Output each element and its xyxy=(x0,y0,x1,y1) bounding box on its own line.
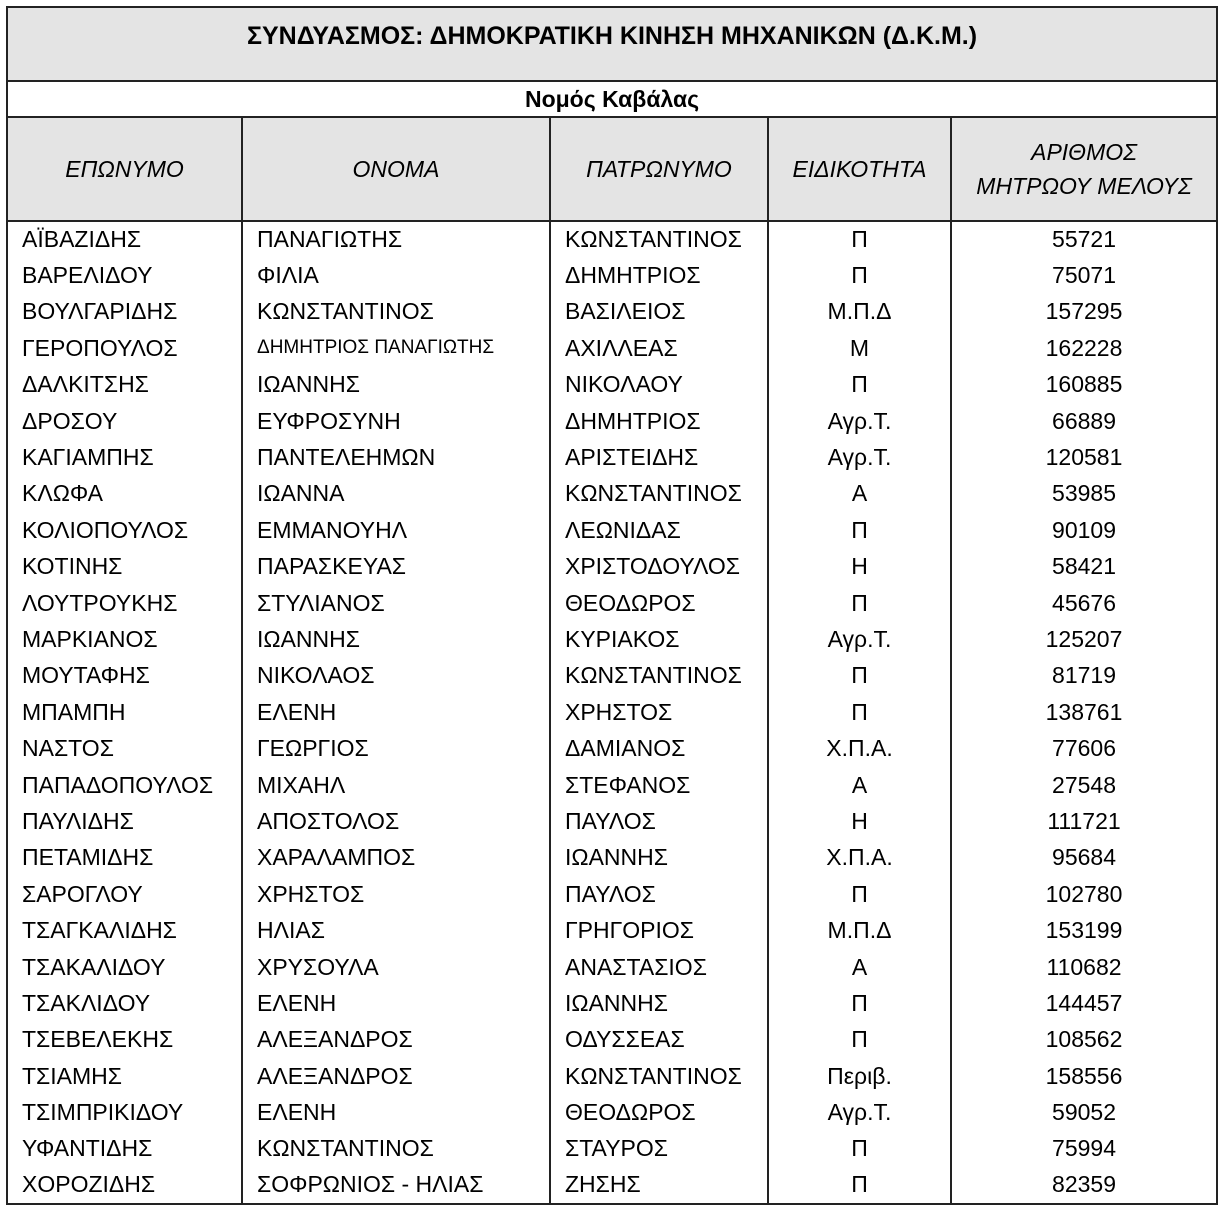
cell-father: ΟΔΥΣΣΕΑΣ xyxy=(550,1022,768,1058)
cell-name: ΑΛΕΞΑΝΔΡΟΣ xyxy=(242,1058,550,1094)
cell-name: ΑΠΟΣΤΟΛΟΣ xyxy=(242,803,550,839)
cell-surname: ΥΦΑΝΤΙΔΗΣ xyxy=(7,1131,242,1167)
cell-member-no: 144457 xyxy=(951,985,1217,1021)
cell-surname: ΒΟΥΛΓΑΡΙΔΗΣ xyxy=(7,294,242,330)
cell-father: ΙΩΑΝΝΗΣ xyxy=(550,985,768,1021)
cell-specialty: Π xyxy=(768,1131,951,1167)
cell-surname: ΚΛΩΦΑ xyxy=(7,476,242,512)
cell-surname: ΜΟΥΤΑΦΗΣ xyxy=(7,658,242,694)
cell-specialty: Α xyxy=(768,949,951,985)
table-row xyxy=(7,512,1217,548)
cell-specialty: Χ.Π.Α. xyxy=(768,730,951,766)
cell-name: ΧΑΡΑΛΑΜΠΟΣ xyxy=(242,840,550,876)
table-body xyxy=(7,221,1217,1204)
cell-specialty: Π xyxy=(768,367,951,403)
cell-member-no: 45676 xyxy=(951,585,1217,621)
cell-surname: ΤΣΙΜΠΡΙΚΙΔΟΥ xyxy=(7,1094,242,1130)
cell-member-no: 66889 xyxy=(951,403,1217,439)
header-member-no-line1: ΑΡΙΘΜΟΣ xyxy=(1031,139,1137,165)
table-row xyxy=(7,549,1217,585)
table-row xyxy=(7,1167,1217,1203)
cell-name: ΠΑΝΑΓΙΩΤΗΣ xyxy=(242,221,550,257)
cell-name: ΔΗΜΗΤΡΙΟΣ ΠΑΝΑΓΙΩΤΗΣ xyxy=(242,330,550,366)
cell-member-no: 75994 xyxy=(951,1131,1217,1167)
cell-member-no: 77606 xyxy=(951,730,1217,766)
cell-specialty: Αγρ.Τ. xyxy=(768,439,951,475)
header-member-no-line2: ΜΗΤΡΩΟΥ ΜΕΛΟΥΣ xyxy=(976,173,1192,199)
cell-father: ΘΕΟΔΩΡΟΣ xyxy=(550,1094,768,1130)
table-row xyxy=(7,876,1217,912)
region-title: Νομός Καβάλας xyxy=(7,81,1217,117)
cell-specialty: Π xyxy=(768,1022,951,1058)
cell-surname: ΒΑΡΕΛΙΔΟΥ xyxy=(7,257,242,293)
cell-surname: ΤΣΙΑΜΗΣ xyxy=(7,1058,242,1094)
cell-specialty: Αγρ.Τ. xyxy=(768,1094,951,1130)
cell-father: ΔΑΜΙΑΝΟΣ xyxy=(550,730,768,766)
cell-surname: ΤΣΑΚΛΙΔΟΥ xyxy=(7,985,242,1021)
cell-member-no: 162228 xyxy=(951,330,1217,366)
cell-father: ΑΧΙΛΛΕΑΣ xyxy=(550,330,768,366)
cell-name: ΣΤΥΛΙΑΝΟΣ xyxy=(242,585,550,621)
cell-surname: ΔΡΟΣΟΥ xyxy=(7,403,242,439)
cell-father: ΛΕΩΝΙΔΑΣ xyxy=(550,512,768,548)
header-father: ΠΑΤΡΩΝΥΜΟ xyxy=(550,117,768,221)
cell-surname: ΓΕΡΟΠΟΥΛΟΣ xyxy=(7,330,242,366)
cell-name: ΓΕΩΡΓΙΟΣ xyxy=(242,730,550,766)
cell-surname: ΣΑΡΟΓΛΟΥ xyxy=(7,876,242,912)
cell-name: ΕΛΕΝΗ xyxy=(242,985,550,1021)
cell-specialty: Π xyxy=(768,512,951,548)
cell-member-no: 138761 xyxy=(951,694,1217,730)
cell-specialty: Αγρ.Τ. xyxy=(768,403,951,439)
cell-name: ΣΟΦΡΩΝΙΟΣ - ΗΛΙΑΣ xyxy=(242,1167,550,1203)
table-row xyxy=(7,912,1217,948)
cell-father: ΚΥΡΙΑΚΟΣ xyxy=(550,621,768,657)
header-surname: ΕΠΩΝΥΜΟ xyxy=(7,117,242,221)
table-row xyxy=(7,985,1217,1021)
cell-specialty: Μ.Π.Δ xyxy=(768,912,951,948)
cell-member-no: 125207 xyxy=(951,621,1217,657)
cell-name: ΧΡΥΣΟΥΛΑ xyxy=(242,949,550,985)
cell-specialty: Η xyxy=(768,549,951,585)
cell-father: ΚΩΝΣΤΑΝΤΙΝΟΣ xyxy=(550,221,768,257)
cell-specialty: Η xyxy=(768,803,951,839)
cell-specialty: Π xyxy=(768,985,951,1021)
cell-name: ΚΩΝΣΤΑΝΤΙΝΟΣ xyxy=(242,294,550,330)
cell-name: ΦΙΛΙΑ xyxy=(242,257,550,293)
cell-member-no: 102780 xyxy=(951,876,1217,912)
cell-father: ΚΩΝΣΤΑΝΤΙΝΟΣ xyxy=(550,658,768,694)
cell-name: ΑΛΕΞΑΝΔΡΟΣ xyxy=(242,1022,550,1058)
cell-surname: ΤΣΕΒΕΛΕΚΗΣ xyxy=(7,1022,242,1058)
cell-name: ΕΥΦΡΟΣΥΝΗ xyxy=(242,403,550,439)
cell-surname: ΜΠΑΜΠΗ xyxy=(7,694,242,730)
cell-father: ΧΡΙΣΤΟΔΟΥΛΟΣ xyxy=(550,549,768,585)
cell-name: ΙΩΑΝΝΑ xyxy=(242,476,550,512)
table-row xyxy=(7,294,1217,330)
table-title: ΣΥΝΔΥΑΣΜΟΣ: ΔΗΜΟΚΡΑΤΙΚΗ ΚΙΝΗΣΗ ΜΗΧΑΝΙΚΩΝ (Δ.Κ.Μ.) xyxy=(7,7,1217,81)
cell-surname: ΚΑΓΙΑΜΠΗΣ xyxy=(7,439,242,475)
cell-member-no: 158556 xyxy=(951,1058,1217,1094)
cell-name: ΗΛΙΑΣ xyxy=(242,912,550,948)
cell-specialty: Α xyxy=(768,476,951,512)
cell-surname: ΠΕΤΑΜΙΔΗΣ xyxy=(7,840,242,876)
table-row xyxy=(7,1131,1217,1167)
cell-father: ΠΑΥΛΟΣ xyxy=(550,876,768,912)
cell-specialty: Π xyxy=(768,1167,951,1203)
cell-father: ΔΗΜΗΤΡΙΟΣ xyxy=(550,257,768,293)
candidates-table xyxy=(6,6,1218,1205)
cell-member-no: 75071 xyxy=(951,257,1217,293)
cell-member-no: 153199 xyxy=(951,912,1217,948)
cell-member-no: 111721 xyxy=(951,803,1217,839)
cell-name: ΕΛΕΝΗ xyxy=(242,1094,550,1130)
cell-specialty: Μ.Π.Δ xyxy=(768,294,951,330)
cell-surname: ΛΟΥΤΡΟΥΚΗΣ xyxy=(7,585,242,621)
cell-father: ΓΡΗΓΟΡΙΟΣ xyxy=(550,912,768,948)
cell-father: ΠΑΥΛΟΣ xyxy=(550,803,768,839)
cell-surname: ΔΑΛΚΙΤΣΗΣ xyxy=(7,367,242,403)
cell-name: ΙΩΑΝΝΗΣ xyxy=(242,367,550,403)
cell-member-no: 53985 xyxy=(951,476,1217,512)
table-row xyxy=(7,439,1217,475)
cell-father: ΧΡΗΣΤΟΣ xyxy=(550,694,768,730)
cell-member-no: 90109 xyxy=(951,512,1217,548)
table-row xyxy=(7,221,1217,257)
cell-member-no: 27548 xyxy=(951,767,1217,803)
table-row xyxy=(7,840,1217,876)
cell-father: ΒΑΣΙΛΕΙΟΣ xyxy=(550,294,768,330)
cell-specialty: Π xyxy=(768,876,951,912)
header-member-no xyxy=(951,117,1217,221)
cell-name: ΕΜΜΑΝΟΥΗΛ xyxy=(242,512,550,548)
cell-surname: ΚΟΛΙΟΠΟΥΛΟΣ xyxy=(7,512,242,548)
cell-father: ΚΩΝΣΤΑΝΤΙΝΟΣ xyxy=(550,476,768,512)
table-row xyxy=(7,658,1217,694)
cell-surname: ΧΟΡΟΖΙΔΗΣ xyxy=(7,1167,242,1203)
table-row xyxy=(7,949,1217,985)
cell-surname: ΚΟΤΙΝΗΣ xyxy=(7,549,242,585)
table-row xyxy=(7,330,1217,366)
cell-specialty: Χ.Π.Α. xyxy=(768,840,951,876)
table-row xyxy=(7,730,1217,766)
cell-member-no: 160885 xyxy=(951,367,1217,403)
cell-surname: ΑΪΒΑΖΙΔΗΣ xyxy=(7,221,242,257)
table-row xyxy=(7,257,1217,293)
table-row xyxy=(7,367,1217,403)
cell-member-no: 81719 xyxy=(951,658,1217,694)
cell-surname: ΝΑΣΤΟΣ xyxy=(7,730,242,766)
cell-member-no: 58421 xyxy=(951,549,1217,585)
cell-specialty: Π xyxy=(768,694,951,730)
cell-surname: ΠΑΠΑΔΟΠΟΥΛΟΣ xyxy=(7,767,242,803)
cell-father: ΑΝΑΣΤΑΣΙΟΣ xyxy=(550,949,768,985)
table-row xyxy=(7,803,1217,839)
cell-father: ΘΕΟΔΩΡΟΣ xyxy=(550,585,768,621)
cell-father: ΣΤΑΥΡΟΣ xyxy=(550,1131,768,1167)
table-row xyxy=(7,1058,1217,1094)
cell-member-no: 95684 xyxy=(951,840,1217,876)
header-specialty: ΕΙΔΙΚΟΤΗΤΑ xyxy=(768,117,951,221)
cell-father: ΔΗΜΗΤΡΙΟΣ xyxy=(550,403,768,439)
table-row xyxy=(7,585,1217,621)
cell-surname: ΤΣΑΚΑΛΙΔΟΥ xyxy=(7,949,242,985)
cell-specialty: Μ xyxy=(768,330,951,366)
table-row xyxy=(7,476,1217,512)
cell-father: ΝΙΚΟΛΑΟΥ xyxy=(550,367,768,403)
cell-specialty: Αγρ.Τ. xyxy=(768,621,951,657)
cell-specialty: Α xyxy=(768,767,951,803)
table-row xyxy=(7,621,1217,657)
cell-member-no: 55721 xyxy=(951,221,1217,257)
cell-specialty: Π xyxy=(768,221,951,257)
cell-name: ΧΡΗΣΤΟΣ xyxy=(242,876,550,912)
cell-name: ΕΛΕΝΗ xyxy=(242,694,550,730)
cell-member-no: 120581 xyxy=(951,439,1217,475)
cell-name: ΠΑΡΑΣΚΕΥΑΣ xyxy=(242,549,550,585)
cell-member-no: 110682 xyxy=(951,949,1217,985)
header-name: ΟΝΟΜΑ xyxy=(242,117,550,221)
table-row xyxy=(7,1094,1217,1130)
cell-member-no: 82359 xyxy=(951,1167,1217,1203)
cell-member-no: 59052 xyxy=(951,1094,1217,1130)
cell-surname: ΜΑΡΚΙΑΝΟΣ xyxy=(7,621,242,657)
cell-name: ΠΑΝΤΕΛΕΗΜΩΝ xyxy=(242,439,550,475)
cell-father: ΖΗΣΗΣ xyxy=(550,1167,768,1203)
cell-name: ΝΙΚΟΛΑΟΣ xyxy=(242,658,550,694)
cell-surname: ΠΑΥΛΙΔΗΣ xyxy=(7,803,242,839)
cell-specialty: Π xyxy=(768,257,951,293)
table-row xyxy=(7,403,1217,439)
table-row xyxy=(7,694,1217,730)
cell-specialty: Περιβ. xyxy=(768,1058,951,1094)
cell-member-no: 157295 xyxy=(951,294,1217,330)
cell-father: ΙΩΑΝΝΗΣ xyxy=(550,840,768,876)
table-row xyxy=(7,767,1217,803)
cell-father: ΣΤΕΦΑΝΟΣ xyxy=(550,767,768,803)
cell-specialty: Π xyxy=(768,658,951,694)
table-row xyxy=(7,1022,1217,1058)
cell-name: ΜΙΧΑΗΛ xyxy=(242,767,550,803)
cell-father: ΑΡΙΣΤΕΙΔΗΣ xyxy=(550,439,768,475)
cell-surname: ΤΣΑΓΚΑΛΙΔΗΣ xyxy=(7,912,242,948)
cell-name: ΙΩΑΝΝΗΣ xyxy=(242,621,550,657)
cell-member-no: 108562 xyxy=(951,1022,1217,1058)
cell-specialty: Π xyxy=(768,585,951,621)
cell-name: ΚΩΝΣΤΑΝΤΙΝΟΣ xyxy=(242,1131,550,1167)
cell-father: ΚΩΝΣΤΑΝΤΙΝΟΣ xyxy=(550,1058,768,1094)
